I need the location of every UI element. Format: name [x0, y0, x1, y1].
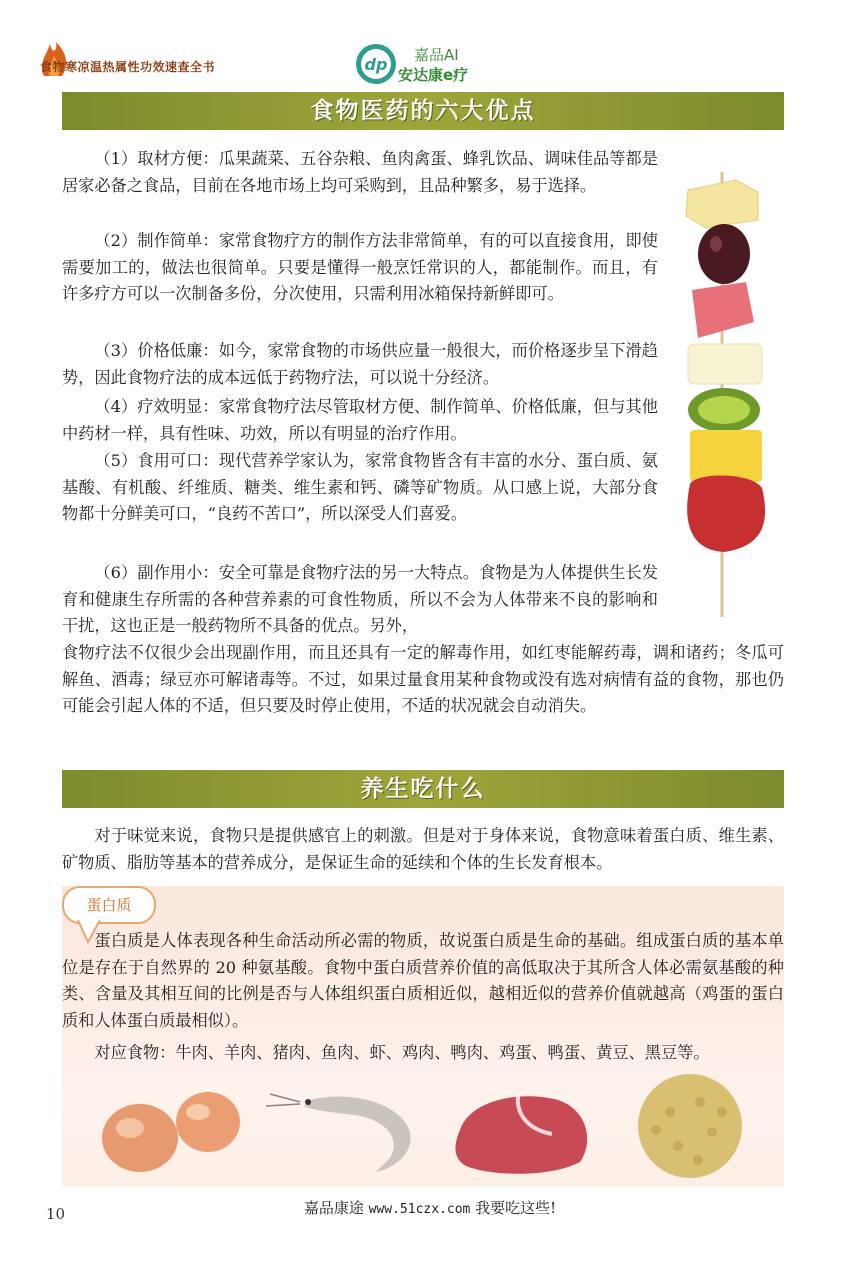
eggs-image: [102, 1092, 240, 1172]
section-title-advantages: 食物医药的六大优点: [62, 92, 784, 130]
protein-foods: 对应食物：牛肉、羊肉、猪肉、鱼肉、虾、鸡肉、鸭肉、鸡蛋、鸭蛋、黄豆、黑豆等。: [94, 1043, 710, 1062]
paragraph-2: （2）制作简单：家常食物疗方的制作方法非常简单，有的可以直接食用，即使需要加工的，做法也很简单。只要是懂得一般烹饪常识的人，都能制作。而且，有许多疗方可以一次制备多份，分次使用，只需利用冰箱保持新鲜即可。: [62, 231, 658, 303]
paragraph-3: （3）价格低廉：如今，家常食物的市场供应量一般很大，而价格逐步呈下滑趋势，因此食物疗法的成本远低于药物疗法，可以说十分经济。: [62, 341, 658, 387]
logo-mark: dp: [364, 55, 388, 74]
soybeans-image: [638, 1074, 742, 1178]
logo-icon: [354, 42, 398, 86]
logo-text-ai: 嘉品AI: [414, 46, 459, 64]
footer-slogan: 我要吃这些!: [475, 1199, 557, 1217]
footer-brand: 嘉品康途: [303, 1199, 364, 1217]
paragraph-6: （6）副作用小：安全可靠是食物疗法的另一大特点。食物是为人体提供生长发育和健康生存所需的各种营养素的可食性物质，所以不会为人体带来不良的影响和干扰，这也正是一般药物所不具备的优点。另外，: [62, 563, 658, 635]
protein-foods-images: [100, 1072, 760, 1184]
paragraph-6-continued: 食物疗法不仅很少会出现副作用，而且还具有一定的解毒作用，如红枣能解药毒，调和诸药；冬瓜可解鱼、酒毒；绿豆亦可解诸毒等。不过，如果过量食用某种食物或没有选对病情有益的食物，那也仍可能会引起人体的不适，但只要及时停止使用，不适的状况就会自动消失。: [62, 643, 784, 715]
logo-text-brand: 安达康e疗: [398, 66, 469, 84]
protein-tag: 蛋白质: [62, 886, 156, 924]
fruit-skewer-image: [676, 172, 776, 622]
page-header: [0, 0, 860, 90]
page-number: 10: [46, 1205, 66, 1223]
footer-url[interactable]: www.51czx.com: [368, 1202, 471, 1217]
section-title-nutrition: 养生吃什么: [62, 770, 784, 808]
paragraph-1: （1）取材方便：瓜果蔬菜、五谷杂粮、鱼肉禽蛋、蜂乳饮品、调味佳品等都是居家必备之食品，目前在各地市场上均可采购到，且品种繁多，易于选择。: [62, 149, 658, 195]
shrimp-image: [266, 1094, 411, 1172]
protein-description: 蛋白质是人体表现各种生命活动所必需的物质，故说蛋白质是生命的基础。组成蛋白质的基本单位是存在于自然界的 20 种氨基酸。食物中蛋白质营养价值的高低取决于其所含人体必需氨基酸的种类、含量及其相互间的比例是否与人体组织蛋白质相近似，越相近似的营养价值就越高（鸡蛋的蛋白质和人体蛋白质最相似）。: [62, 931, 784, 1030]
intro-paragraph: 对于味觉来说，食物只是提供感官上的刺激。但是对于身体来说，食物意味着蛋白质、维生素、矿物质、脂肪等基本的营养成分，是保证生命的延续和个体的生长发育根本。: [62, 826, 784, 872]
meat-image: [455, 1096, 587, 1174]
paragraph-4: （4）疗效明显：家常食物疗法尽管取材方便、制作简单、价格低廉，但与其他中药材一样，具有性味、功效，所以有明显的治疗作用。: [62, 397, 658, 443]
paragraph-5: （5）食用可口：现代营养学家认为，家常食物皆含有丰富的水分、蛋白质、氨基酸、有机酸、纤维质、糖类、维生素和钙、磷等矿物质。从口感上说，大部分食物都十分鲜美可口，“良药不苦口”，所以深受人们喜爱。: [62, 451, 658, 523]
book-title: 食物寒凉温热属性功效速查全书: [40, 60, 216, 74]
page-footer: [0, 1197, 860, 1218]
